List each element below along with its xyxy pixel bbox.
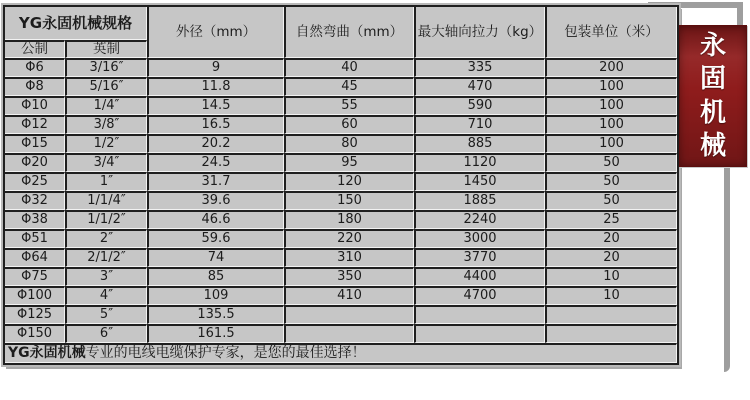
table-cell: 74 <box>147 248 284 267</box>
table-cell: 2/1/2″ <box>65 248 147 267</box>
table-cell: 335 <box>414 58 545 77</box>
table-cell: 3/4″ <box>65 153 147 172</box>
banner-char: 固 <box>699 64 726 95</box>
col-header-imperial: 英制 <box>65 40 147 58</box>
table-cell: 470 <box>414 77 545 96</box>
table-cell: 885 <box>414 134 545 153</box>
banner-char: 机 <box>699 97 726 128</box>
table-row <box>5 172 677 191</box>
table-cell: 150 <box>284 191 414 210</box>
table-cell: 14.5 <box>147 96 284 115</box>
banner-char: 械 <box>699 130 726 161</box>
table-cell: 3/16″ <box>65 58 147 77</box>
table-cell: 60 <box>284 115 414 134</box>
table-cell: 100 <box>545 77 677 96</box>
table-cell: 710 <box>414 115 545 134</box>
table-cell: 45 <box>284 77 414 96</box>
table-header <box>5 7 677 58</box>
table-cell: Φ100 <box>5 286 65 305</box>
table-cell: 1/1/2″ <box>65 210 147 229</box>
table-cell: 20.2 <box>147 134 284 153</box>
table-cell: 4400 <box>414 267 545 286</box>
table-cell: 590 <box>414 96 545 115</box>
table-cell <box>284 305 414 324</box>
table-cell: 80 <box>284 134 414 153</box>
table-cell: 40 <box>284 58 414 77</box>
table-row <box>5 153 677 172</box>
table-cell: 25 <box>545 210 677 229</box>
brand-banner <box>679 25 747 167</box>
table-cell: Φ15 <box>5 134 65 153</box>
table-cell: 95 <box>284 153 414 172</box>
col-header-metric: 公制 <box>5 40 65 58</box>
footer-text: 专业的电线电缆保护专家，是您的最佳选择！ <box>85 345 366 361</box>
table-cell: 1/4″ <box>65 96 147 115</box>
table-cell: 100 <box>545 96 677 115</box>
table-row <box>5 210 677 229</box>
table-cell: 109 <box>147 286 284 305</box>
table-cell: 10 <box>545 286 677 305</box>
table-cell: 200 <box>545 58 677 77</box>
table-cell <box>284 324 414 343</box>
table-cell <box>545 324 677 343</box>
table-row <box>5 305 677 324</box>
table-cell: 39.6 <box>147 191 284 210</box>
table-cell: 24.5 <box>147 153 284 172</box>
table-cell: 180 <box>284 210 414 229</box>
table-cell: 9 <box>147 58 284 77</box>
table-cell: 100 <box>545 134 677 153</box>
table-cell: Φ150 <box>5 324 65 343</box>
table-row <box>5 191 677 210</box>
footer-brand: YG永固机械 <box>8 345 86 361</box>
table-cell: 10 <box>545 267 677 286</box>
col-header-outer-diameter: 外径（mm） <box>147 7 284 58</box>
table-cell: 1885 <box>414 191 545 210</box>
table-cell: 220 <box>284 229 414 248</box>
table-cell: 16.5 <box>147 115 284 134</box>
table-row <box>5 229 677 248</box>
footer-slogan <box>5 343 677 363</box>
table-row <box>5 96 677 115</box>
table-cell: 55 <box>284 96 414 115</box>
table-cell: 161.5 <box>147 324 284 343</box>
banner-char: 永 <box>699 31 726 62</box>
col-header-max-axial-tension: 最大轴向拉力（kg） <box>414 7 545 58</box>
table-cell: 50 <box>545 191 677 210</box>
table-cell: Φ32 <box>5 191 65 210</box>
table-footer-row <box>5 343 677 363</box>
table-cell: 1/1/4″ <box>65 191 147 210</box>
table-cell: Φ38 <box>5 210 65 229</box>
table-cell: 4″ <box>65 286 147 305</box>
table-cell <box>545 305 677 324</box>
table-body <box>5 58 677 343</box>
table-cell: 1120 <box>414 153 545 172</box>
table-row <box>5 77 677 96</box>
table-cell: Φ8 <box>5 77 65 96</box>
table-cell: Φ125 <box>5 305 65 324</box>
photo-frame-right-line-lower <box>724 165 730 372</box>
table-cell: 1/2″ <box>65 134 147 153</box>
table-cell: 135.5 <box>147 305 284 324</box>
table-cell: 3/8″ <box>65 115 147 134</box>
col-header-natural-bend: 自然弯曲（mm） <box>284 7 414 58</box>
table-row <box>5 286 677 305</box>
table-row <box>5 324 677 343</box>
table-cell: 3770 <box>414 248 545 267</box>
table-cell: Φ25 <box>5 172 65 191</box>
table-cell: 31.7 <box>147 172 284 191</box>
table-cell: 350 <box>284 267 414 286</box>
table-cell: 410 <box>284 286 414 305</box>
table-cell: 2″ <box>65 229 147 248</box>
table-cell: 5/16″ <box>65 77 147 96</box>
table-cell: Φ12 <box>5 115 65 134</box>
table-cell: Φ20 <box>5 153 65 172</box>
table-cell: 50 <box>545 172 677 191</box>
table-cell: 1″ <box>65 172 147 191</box>
table-cell: 3″ <box>65 267 147 286</box>
table-cell: Φ64 <box>5 248 65 267</box>
table-cell: 85 <box>147 267 284 286</box>
table-cell: 11.8 <box>147 77 284 96</box>
table-cell: 1450 <box>414 172 545 191</box>
table-row <box>5 115 677 134</box>
table-title: YG永固机械规格 <box>5 7 147 40</box>
table-cell: Φ10 <box>5 96 65 115</box>
table-cell: 59.6 <box>147 229 284 248</box>
table-cell: 310 <box>284 248 414 267</box>
table-cell: 3000 <box>414 229 545 248</box>
table-cell: 6″ <box>65 324 147 343</box>
col-header-packing-unit: 包装单位（米） <box>545 7 677 58</box>
table-row <box>5 267 677 286</box>
table-cell: 46.6 <box>147 210 284 229</box>
table-cell <box>414 324 545 343</box>
table-row <box>5 248 677 267</box>
table-cell: 20 <box>545 229 677 248</box>
table-cell <box>414 305 545 324</box>
table-cell: 120 <box>284 172 414 191</box>
table-cell: Φ51 <box>5 229 65 248</box>
table-row <box>5 58 677 77</box>
table-row <box>5 134 677 153</box>
table-cell: 100 <box>545 115 677 134</box>
table-cell: 4700 <box>414 286 545 305</box>
spec-table <box>3 5 679 365</box>
table-cell: 5″ <box>65 305 147 324</box>
table-cell: Φ75 <box>5 267 65 286</box>
table-cell: Φ6 <box>5 58 65 77</box>
table-cell: 20 <box>545 248 677 267</box>
table-cell: 50 <box>545 153 677 172</box>
table-cell: 2240 <box>414 210 545 229</box>
